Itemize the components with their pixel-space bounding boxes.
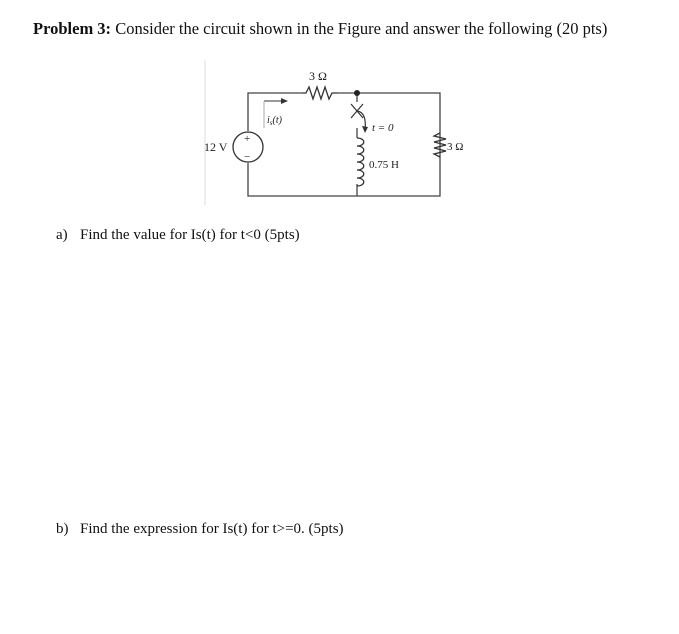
question-a-text: Find the value for Is(t) for t<0 (5pts) — [80, 227, 300, 243]
voltage-minus-sign: − — [244, 151, 251, 163]
switch-arrow-head — [362, 126, 368, 133]
top-resistor-label: 3 Ω — [309, 69, 327, 83]
problem-number: Problem 3: — [33, 19, 112, 38]
switch-label: t = 0 — [372, 122, 394, 134]
question-a — [56, 227, 300, 244]
voltage-source-label: 12 V — [204, 140, 228, 154]
current-label: $i_s(t)$ — [267, 115, 282, 127]
current-arrow-head — [281, 98, 288, 104]
top-resistor-symbol — [302, 87, 338, 99]
question-b — [56, 521, 344, 538]
right-resistor-label: 3 Ω — [447, 141, 464, 153]
problem-statement: Consider the circuit shown in the Figure and answer the following (20 pts) — [115, 19, 608, 38]
question-a-label: a) — [56, 227, 68, 243]
inductor-symbol — [357, 138, 364, 186]
inductor-label: 0.75 H — [369, 159, 399, 171]
question-b-text: Find the expression for Is(t) for t>=0. (5pts) — [80, 521, 344, 537]
junction-dot — [354, 90, 360, 96]
question-b-label: b) — [56, 521, 69, 537]
voltage-plus-sign: + — [244, 133, 251, 145]
circuit-wires — [248, 93, 440, 196]
